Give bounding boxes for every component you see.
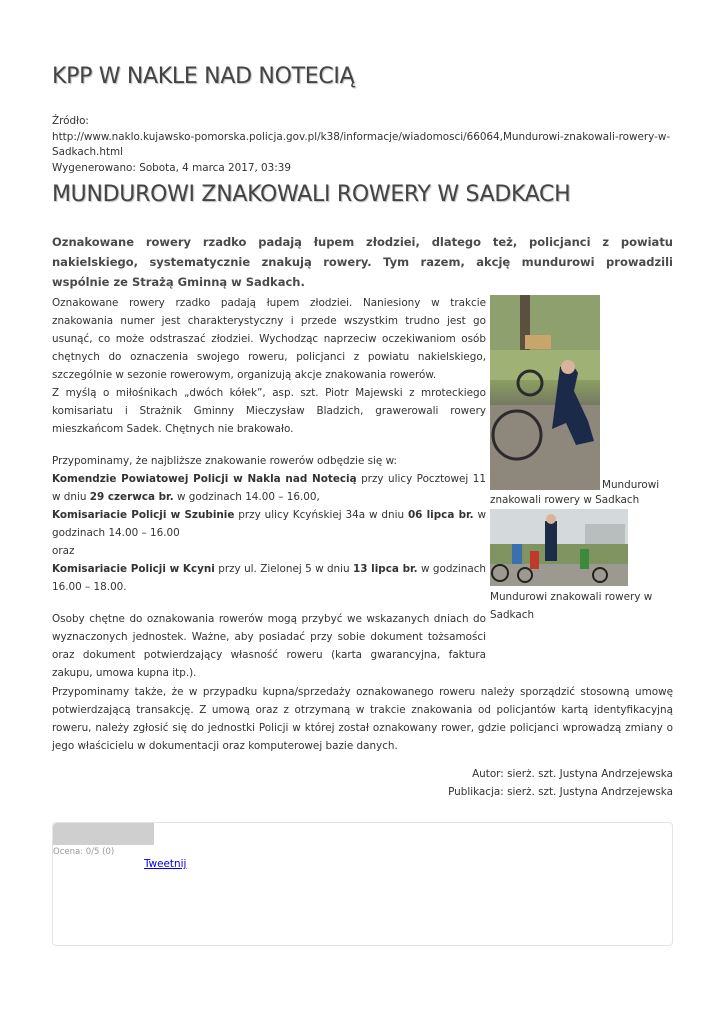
- photo-bike-marking[interactable]: [490, 295, 600, 490]
- location-3-name: Komisariacie Policji w Kcyni: [52, 563, 215, 575]
- article-lead: Oznakowane rowery rzadko padają łupem złodziei, dlatego też, policjanci z powiatu nakielskiego, systematycznie znakują rowery. Tym razem, akcję mundurowi prowadzili wspólnie ze Strażą Gminną w Sadkach.: [52, 235, 673, 289]
- paragraph-5: Przypominamy także, że w przypadku kupna/sprzedaży oznakowanego roweru należy sporządzić stosowną umowę potwierdzającą transakcję. Z umową oraz z otrzymaną w trakcie znakowania od policjantów kartą identyfikacyjną roweru, należy zgłosić się do jednostki Policji w której został oznakowany rower, gdzie policjanci wprowadzą zmiany o jego właścicielu w dokumentacji oraz komputerowej bazie danych.: [52, 686, 673, 752]
- article-body-left: [52, 294, 486, 682]
- generated-date: Wygenerowano: Sobota, 4 marca 2017, 03:39: [52, 161, 291, 174]
- tweet-link[interactable]: Tweetnij: [144, 858, 187, 870]
- paragraph-3-intro: Przypominamy, że najbliższe znakowanie rowerów odbędzie się w:: [52, 455, 398, 467]
- paragraph-4: Osoby chętne do oznakowania rowerów mogą przybyć we wskazanych dniach do wyznaczonych jednostek. Ważne, aby posiadać przy sobie dokument tożsamości oraz dokument potwierdzający własność roweru (karta gwarancyjna, faktura zakupu, umowa kupna itp.).: [52, 613, 486, 679]
- caption-photo-1: Mundurowi znakowali rowery w Sadkach: [490, 479, 660, 506]
- author: Autor: sierż. szt. Justyna Andrzejewska: [472, 768, 673, 780]
- photo-group-bikes[interactable]: [490, 509, 628, 586]
- source-label: Źródło:: [52, 115, 89, 127]
- publication: Publikacja: sierż. szt. Justyna Andrzejewska: [448, 786, 673, 798]
- location-1-name: Komendzie Powiatowej Policji w Nakla nad Notecią: [52, 473, 357, 485]
- location-2-name: Komisariacie Policji w Szubinie: [52, 509, 235, 521]
- caption-photo-2: Mundurowi znakowali rowery w Sadkach: [490, 591, 653, 621]
- photo-bike-marking-image: [490, 295, 600, 490]
- article-title: MUNDUROWI ZNAKOWALI ROWERY W SADKACH: [52, 182, 571, 207]
- source-info: [52, 114, 674, 176]
- location-3-date: 13 lipca br.: [353, 563, 418, 575]
- oraz-text: oraz: [52, 545, 75, 557]
- rating-stars-bar[interactable]: [53, 823, 154, 845]
- paragraph-1: Oznakowane rowery rzadko padają łupem złodziei. Naniesiony w trakcie znakowania numer jest charakterystyczny i przede wszystkim trudno jest go usunąć, co może odstraszać złodziei. Wychodząc naprzeciw oczekiwaniom osób chętnych do oznaczenia swojego roweru, policjanci z powiatu nakielskiego, szczególnie w sezonie rowerowym, organizują akcje znakowania rowerów.: [52, 297, 486, 381]
- site-title: KPP W NAKLE NAD NOTECIĄ: [52, 64, 355, 89]
- rating-text: Ocena: 0/5 (0): [53, 847, 115, 857]
- photo-group-bikes-image: [490, 509, 628, 586]
- location-1-date: 29 czerwca br.: [89, 491, 174, 503]
- location-2-date: 06 lipca br.: [407, 509, 474, 521]
- location-3: Komisariacie Policji w Kcyni przy ul. Zielonej 5 w dniu 13 lipca br. w godzinach 16.00 – 18.00.: [52, 563, 487, 593]
- source-url: http://www.naklo.kujawsko-pomorska.policja.gov.pl/k38/informacje/wiadomosci/66064,Mundurowi-znakowali-rowery-w-Sadkach.html: [52, 130, 671, 158]
- paragraph-2: Z myślą o miłośnikach „dwóch kółek”, asp. szt. Piotr Majewski z mroteckiego komisariatu i Strażnik Gminny Mieczysław Bladzich, grawerowali rowery mieszkańcom Sadek. Chętnych nie brakowało.: [52, 387, 486, 435]
- location-1: Komendzie Powiatowej Policji w Nakla nad Notecią przy ulicy Pocztowej 11 w dniu 29 czerwca br. w godzinach 14.00 – 16.00,: [52, 473, 486, 503]
- location-2: Komisariacie Policji w Szubinie przy ulicy Kcyńskiej 34a w dniu 06 lipca br. w godzinach 14.00 – 16.00: [52, 509, 486, 539]
- rating-box: [52, 822, 673, 946]
